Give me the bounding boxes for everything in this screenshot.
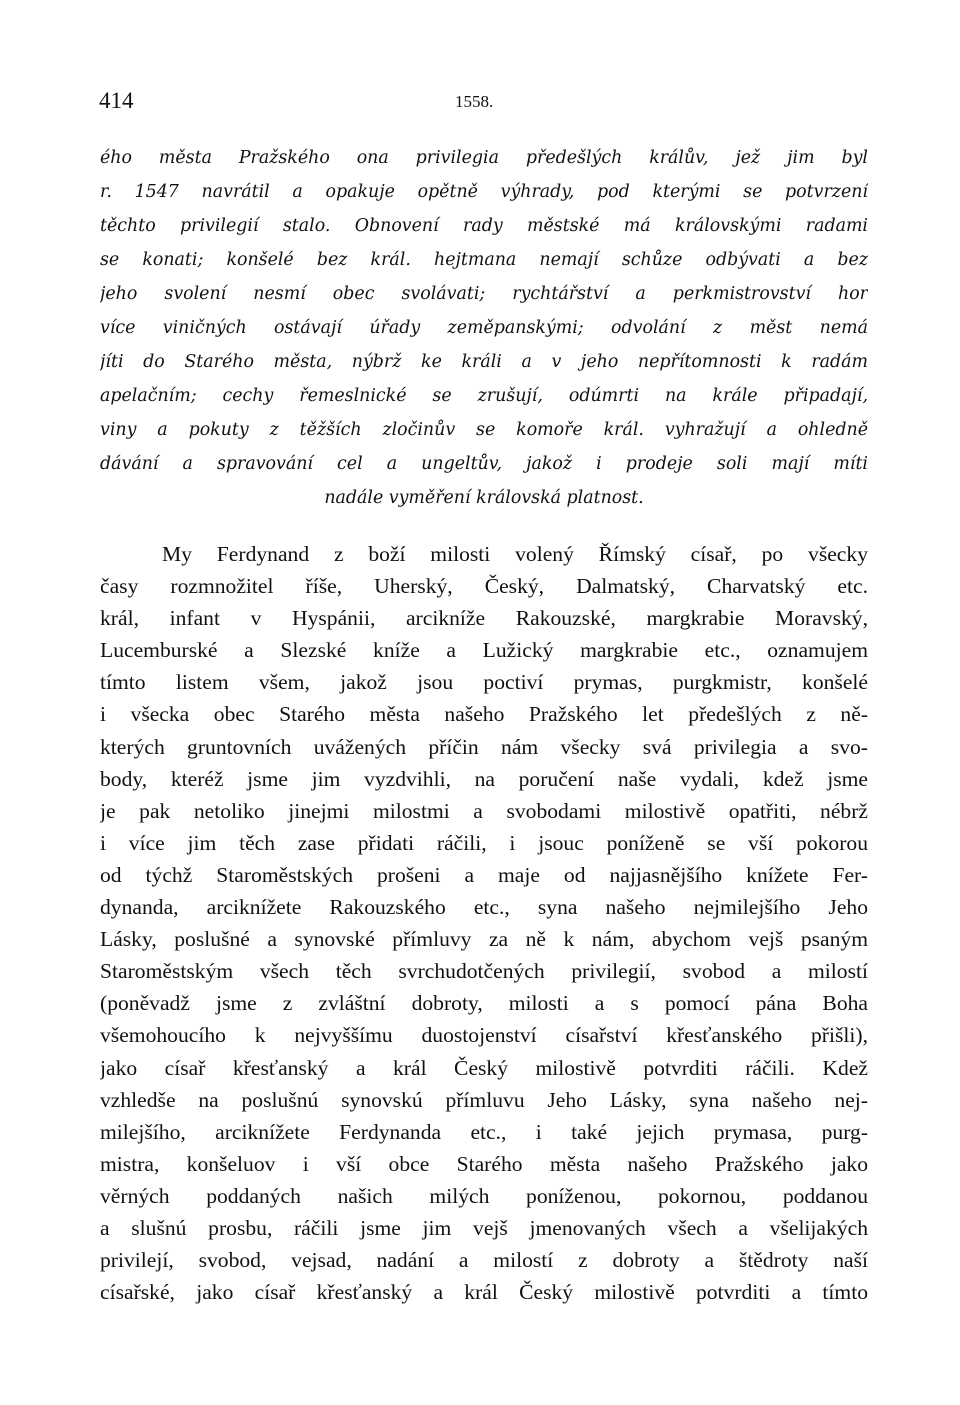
summary-line: ého města Pražského ona privilegia předešlých králův, jež jim byl bbox=[100, 148, 868, 168]
body-line: kterých gruntovních uvážených příčin nám všecky svá privilegia a svo- bbox=[100, 734, 868, 759]
summary-line: jeho svolení nesmí obec svolávati; rychtářství a perkmistrovství hor bbox=[100, 284, 868, 304]
body-line: milejšího, arciknížete Ferdynanda etc., i také jejich prymasa, purg- bbox=[100, 1119, 868, 1144]
body-line: král, infant v Hyspánii, arcikníže Rakouzské, margkrabie Moravský, bbox=[100, 606, 868, 631]
body-line: privilejí, svobod, vejsad, nadání a milostí z dobroty a štědroty naší bbox=[100, 1248, 868, 1273]
body-line: časy rozmnožitel říše, Uherský, Český, Dalmatský, Charvatský etc. bbox=[100, 574, 868, 599]
summary-line: více viničných ostávají úřady zeměpanskými; odvolání z měst nemá bbox=[100, 318, 868, 338]
body-line: (poněvadž jsme z zvláštní dobroty, milosti a s pomocí pána Boha bbox=[100, 991, 868, 1016]
running-header-year: 1558. bbox=[455, 92, 494, 111]
body-line: věrných poddaných našich milých poníženou, pokornou, poddanou bbox=[100, 1183, 868, 1208]
summary-line: r. 1547 navrátil a opakuje opětně výhrady, pod kterými se potvrzení bbox=[100, 182, 868, 202]
body-line: tímto listem všem, jakož jsou poctiví prymas, purgkmistr, konšelé bbox=[100, 670, 868, 695]
summary-line: dávání a spravování cel a ungeltův, jakož i prodeje soli mají míti bbox=[100, 454, 868, 474]
body-line: císařské, jako císař křesťanský a král Český milostivě potvrditi a tímto bbox=[100, 1280, 868, 1305]
body-line: i všecka obec Starého města našeho Pražského let předešlých z ně- bbox=[100, 702, 868, 727]
body-line: vzhledše na poslušnú synovskú přímluvu Jeho Lásky, syna našeho nej- bbox=[100, 1087, 868, 1112]
summary-line: jíti do Starého města, nýbrž ke králi a v jeho nepřítomnosti k radám bbox=[100, 352, 868, 372]
summary-line: nadále vyměření královská platnost. bbox=[324, 488, 644, 508]
summary-line: těchto privilegií stalo. Obnovení rady městské má královskými radami bbox=[100, 216, 868, 236]
summary-line: se konati; konšelé bez král. hejtmana nemají schůze odbývati a bez bbox=[100, 250, 868, 270]
body-line: dynanda, arciknížete Rakouzského etc., syna našeho nejmilejšího Jeho bbox=[100, 895, 868, 920]
body-line: všemohoucího k nejvyššímu duostojenství císařství křesťanského přišli), bbox=[100, 1023, 868, 1048]
summary-line: viny a pokuty z těžších zločinův se komoře král. vyhražují a ohledně bbox=[100, 420, 868, 440]
body-line: je pak netoliko jinejmi milostmi a svobodami milostivě opatřiti, nébrž bbox=[100, 798, 868, 823]
body-line: body, kteréž jsme jim vyzdvihli, na poručení naše vydali, kdež jsme bbox=[100, 766, 868, 791]
body-paragraph bbox=[100, 538, 868, 1308]
summary-paragraph bbox=[100, 141, 868, 515]
body-line: jako císař křesťanský a král Český milostivě potvrditi ráčili. Kdež bbox=[100, 1055, 868, 1080]
body-line: Lásky, poslušné a synovské přímluvy za ně k nám, abychom vejš psaným bbox=[100, 927, 868, 952]
page-number: 414 bbox=[99, 88, 134, 113]
body-line: i více jim těch zase přidati ráčili, i jsouc poníženě se vší pokorou bbox=[100, 830, 868, 855]
body-line: a slušnú prosbu, ráčili jsme jim vejš jmenovaných všech a všelijakých bbox=[100, 1215, 868, 1240]
summary-line: apelačním; cechy řemeslnické se zrušují, odúmrti na krále připadají, bbox=[100, 386, 868, 406]
body-line: My Ferdynand z boží milosti volený Římský císař, po všecky bbox=[162, 542, 868, 566]
body-line: Lucemburské a Slezské kníže a Lužický margkrabie etc., oznamujem bbox=[100, 638, 868, 663]
body-line: Staroměstským všech těch svrchudotčených privilegií, svobod a milostí bbox=[100, 959, 868, 984]
body-line: mistra, konšeluov i vší obce Starého města našeho Pražského jako bbox=[100, 1151, 868, 1176]
body-line: od týchž Staroměstských prošeni a maje od najjasnějšího knížete Fer- bbox=[100, 862, 868, 887]
